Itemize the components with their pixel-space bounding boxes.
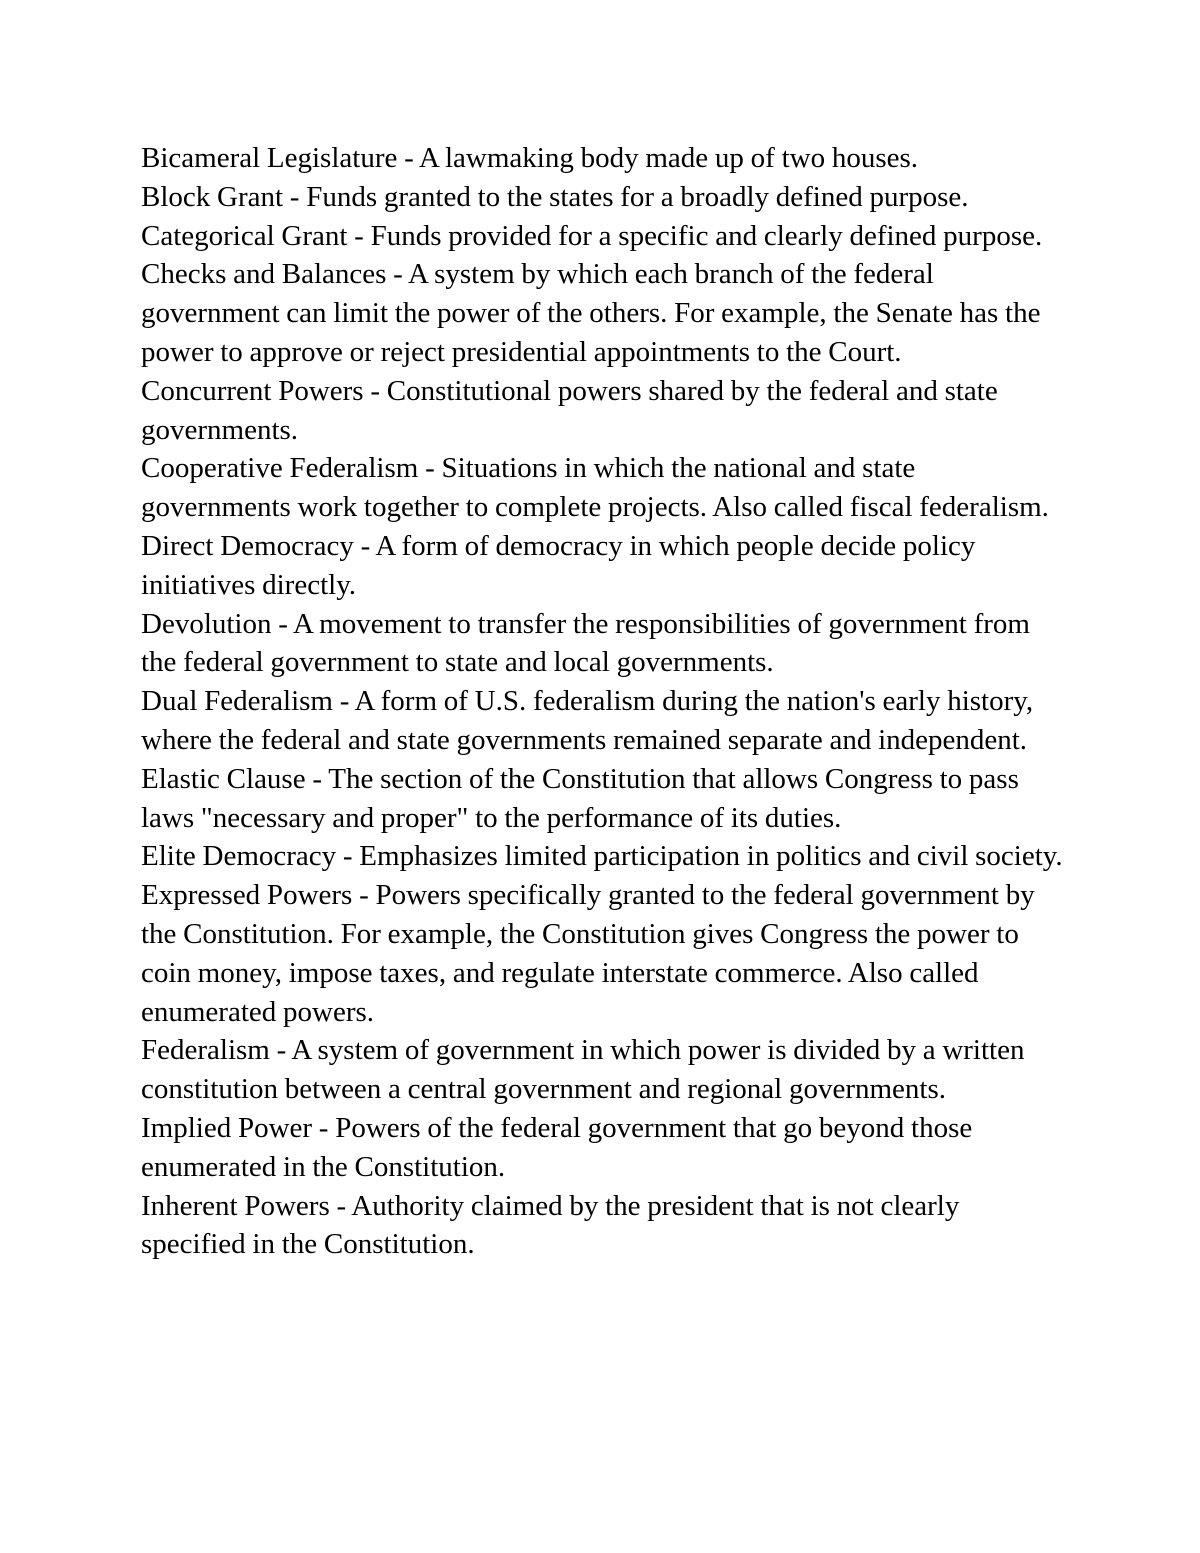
glossary-entry: Federalism - A system of government in which power is divided by a written constitution between a central government and regional governments. [141,1034,1025,1106]
glossary-list [141,139,1066,1264]
glossary-entry: Block Grant - Funds granted to the states for a broadly defined purpose. [141,180,969,213]
glossary-entry: Cooperative Federalism - Situations in which the national and state governments work together to complete projects. Also called fiscal federalism. [141,452,1049,524]
glossary-entry: Categorical Grant - Funds provided for a specific and clearly defined purpose. [141,219,1043,252]
glossary-entry: Concurrent Powers - Constitutional powers shared by the federal and state governments. [141,374,998,446]
glossary-entry: Bicameral Legislature - A lawmaking body made up of two houses. [141,142,919,174]
glossary-entry: Implied Power - Powers of the federal government that go beyond those enumerated in the Constitution. [141,1111,973,1183]
glossary-entry: Dual Federalism - A form of U.S. federalism during the nation's early history, where the federal and state governments remained separate and independent. [141,685,1034,756]
glossary-entry: Elite Democracy - Emphasizes limited participation in politics and civil society. [141,840,1063,873]
glossary-entry: Devolution - A movement to transfer the responsibilities of government from the federal government to state and local governments. [141,607,1030,679]
glossary-entry: Expressed Powers - Powers specifically granted to the federal government by the Constitution. For example, the Constitution gives Congress the power to coin money, impose taxes, and regulate interstate commerce. Also called enumerated powers. [141,879,1035,1028]
glossary-entry: Checks and Balances - A system by which each branch of the federal government can limit the power of the others. For example, the Senate has the power to approve or reject presidential appointments to the Court. [141,258,1041,368]
glossary-entry: Elastic Clause - The section of the Constitution that allows Congress to pass laws "necessary and proper" to the performance of its duties. [141,762,1019,834]
glossary-entry: Direct Democracy - A form of democracy in which people decide policy initiatives directly. [141,529,976,601]
glossary-entry: Inherent Powers - Authority claimed by the president that is not clearly specified in the Constitution. [141,1189,960,1261]
